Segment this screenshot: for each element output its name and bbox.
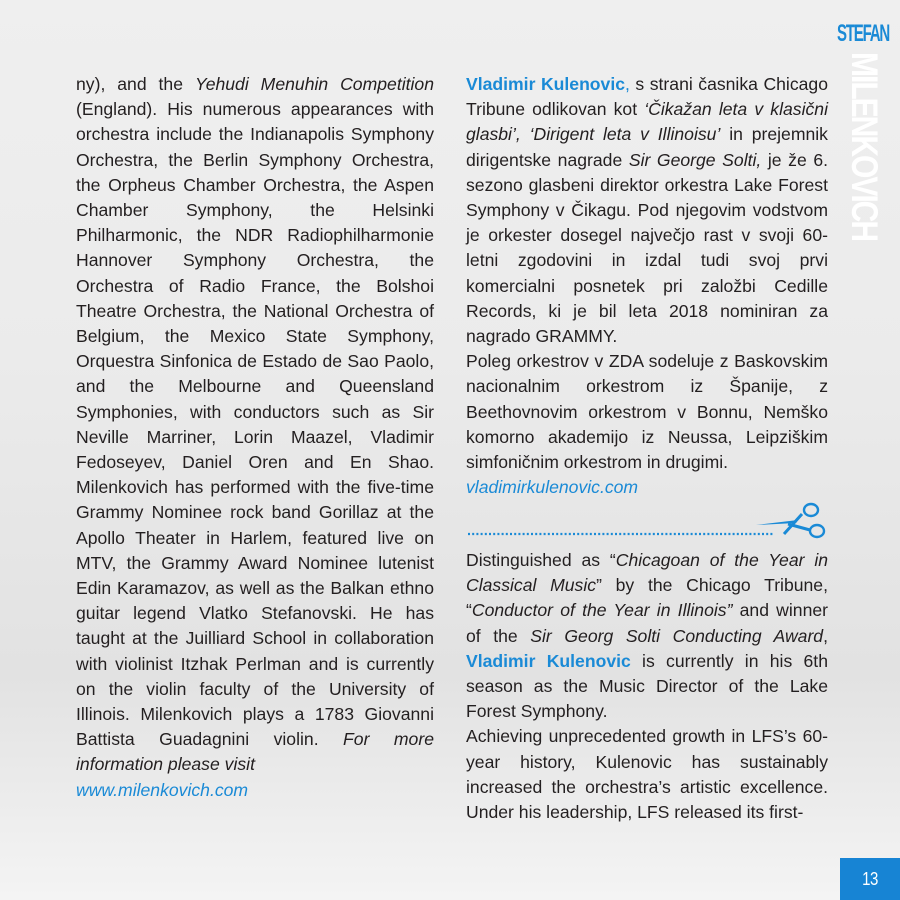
bio-text: je že 6. sezono glasbeni direktor orkestra Lake Forest Symphony v Čikagu. Pod njegovim vodstvom je orkester dosegel največjo rast v svoji 60-letni zgodovini in izdal tudi svoj prvi komercialni posnetek pri založbi Cedille Records, ki je bil leta 2018 nominiran za nagrado GRAMMY. xyxy=(466,149,828,347)
bio-text: s strani časnika Chicago Tribune odlikovan kot xyxy=(466,74,828,120)
kulenovic-bio-slovene xyxy=(466,72,828,349)
kulenovic-bio-slovene-2: Poleg orkestrov v ZDA sodeluje z Baskovskim nacionalnim orkestrom iz Španije, z Beethovnovim orkestrom v Bonnu, Nemško komorno akademijo iz Neussa, Leipziškim simfoničnim orkestrom in drugimi. xyxy=(466,351,828,473)
award-title: Conductor of the Year in Illinois” xyxy=(471,600,733,621)
conductor-name: Vladimir Kulenovic xyxy=(466,74,626,94)
competition-name: Yehudi Menuhin Competition xyxy=(194,74,434,94)
vertical-artist-title xyxy=(837,20,889,240)
right-column-english xyxy=(466,548,828,825)
bio-text: , xyxy=(823,625,828,646)
kulenovic-website-link[interactable]: vladimirkulenovic.com xyxy=(466,477,639,498)
scissors-icon xyxy=(466,500,836,540)
conductor-name: Vladimir Kulenovic xyxy=(466,650,631,671)
bio-text: (England). His numerous appearances with orchestra include the Indianapolis Symphony Orchestra, the Berlin Symphony Orchestra, the Orpheus Chamber Orchestra, the Aspen Chamber Symphony, the Helsinki Philharmonic, the NDR Radiophilharmonie Hannover Symphony Orchestra, the Orchestra of Radio France, the Bolshoi Theatre Orchestra, the National Orchestra of Belgium, the Mexico State Symphony, Orquestra Sinfonica de Estado de Sao Paolo, and the Melbourne and Queensland Symphonies, with conductors such as Sir Neville Marriner, Lorin Maazel, Vladimir Fedoseyev, Daniel Oren and En Shao. Milenkovich has performed with the five-time Grammy Nominee rock band Gorillaz at the Apollo Theater in Harlem, featured live on MTV, the Grammy Award Nominee lutenist Edin Karamazov, as well as the Balkan ethno guitar legend Vlatko Stefanovski. He has taught at the Juilliard School in collaboration with violinist Itzhak Perlman and is currently on the violin faculty of the University of Illinois. Milenkovich plays a 1783 Giovanni Battista Guadagnini violin. xyxy=(76,99,434,750)
page-number: 13 xyxy=(862,868,878,890)
bio-text: in prejemnik dirigentske nagrade xyxy=(466,124,828,170)
comma: , xyxy=(625,74,630,94)
more-info-text: For more information please visit xyxy=(76,729,434,775)
artist-last-name: MILENKOVICH xyxy=(843,52,885,240)
bio-text: ” by the Chicago Tribune, “ xyxy=(466,575,828,621)
bio-text: is currently in his 6th season as the Music Director of the Lake Forest Symphony. xyxy=(466,650,828,722)
award-title: Chicagoan of the Year in Classical Music xyxy=(466,550,829,596)
bio-text: ny), and the xyxy=(76,74,195,94)
milenkovich-website-link[interactable]: www.milenkovich.com xyxy=(76,779,249,800)
artist-first-name: STEFAN xyxy=(837,20,889,48)
kulenovic-bio-english xyxy=(466,548,828,724)
page-number-tab xyxy=(840,858,900,900)
cut-line-divider xyxy=(466,500,836,540)
award-name: Sir Georg Solti Conducting Award xyxy=(530,625,824,646)
milenkovich-bio-paragraph xyxy=(76,72,434,803)
award-name: Sir George Solti, xyxy=(628,149,762,170)
left-column-biography xyxy=(76,72,434,803)
kulenovic-bio-english-2: Achieving unprecedented growth in LFS’s 60-year history, Kulenovic has sustainably increased the orchestra’s artistic excellence. Under his leadership, LFS released its first- xyxy=(466,726,828,823)
right-column-slovene xyxy=(466,72,828,500)
bio-text: Distinguished as “ xyxy=(466,550,616,570)
bio-text: and winner of the xyxy=(466,600,828,646)
award-titles: ‘Čikažan leta v klasični glasbi’, ‘Dirigent leta v Illinoisu’ xyxy=(466,99,828,145)
